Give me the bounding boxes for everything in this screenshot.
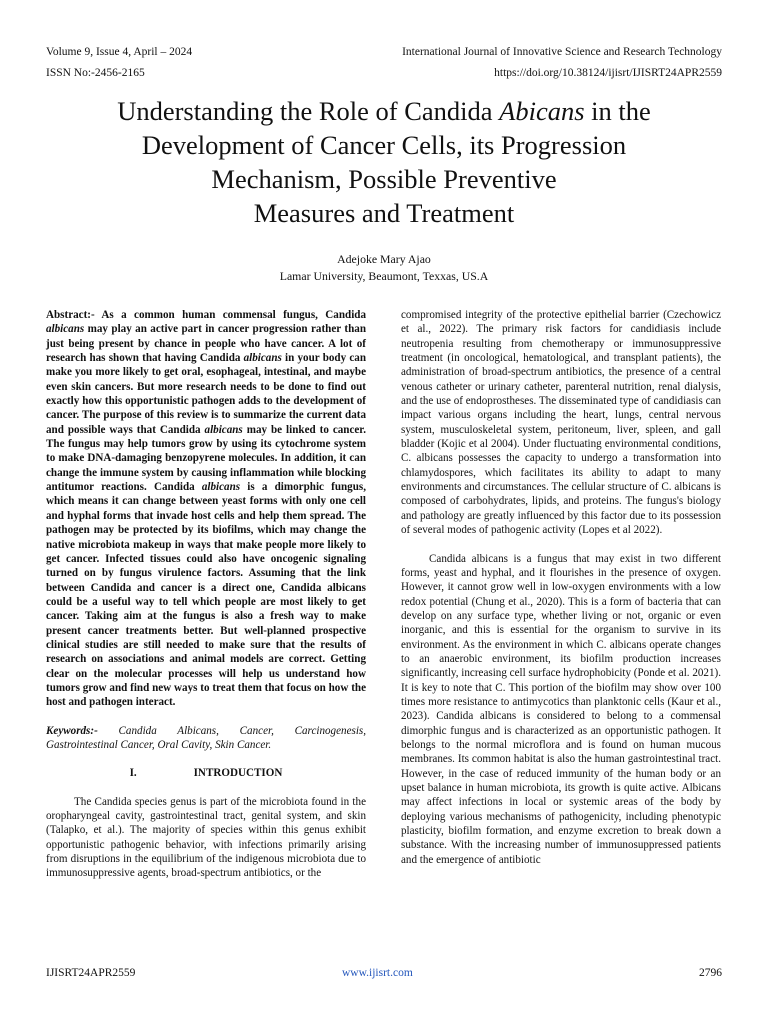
footer-website-link[interactable]: www.ijisrt.com (342, 967, 413, 979)
section-title: INTRODUCTION (193, 767, 283, 780)
title-line-1: Understanding the Role of Candida Abicans in the (117, 96, 651, 126)
author-affiliation: Lamar University, Beaumont, Texxas, US.A (279, 269, 489, 283)
volume-info: Volume 9, Issue 4, April – 2024 (46, 46, 193, 58)
paper-title (40, 94, 728, 230)
page-number: 2796 (699, 967, 722, 979)
abstract: Abstract:- As a common human commensal fungus, Candida albicans may play an active part in cancer progression rather than just being present by chance in people who have cancer. A lot of research has shown that having Candida albicans in your body can make you more likely to get oral, esophageal, intestinal, and maybe even skin cancers. But more research needs to be done to find out exactly how this opportunistic pathogen adds to the development of cancer. The purpose of this review is to summarize the current data and possible ways that Candida albicans may be linked to cancer. The fungus may help tumors grow by using its cytochrome system to make DNA-damaging benzopyrene molecules. In addition, it can change the immune system by causing inflammation while blocking antitumor reactions. Candida albicans is a dimorphic fungus, which means it can change between yeast forms with only one cell and hyphal forms that invade host cells and help them spread. The pathogen may be protected by its biofilms, which may change the native microbiota makeup in ways that make people more likely to get cancer. Infected tissues could also have oncogenic signaling turned on by fungus virulence factors. Assuming that the link between Candida and cancer is a direct one, Candida albicans could be a useful way to tell which people are most likely to get cancer. Taking aim at the fungus is also a fresh way to make present cancer treatments better. But well-planned prospective clinical studies are still needed to make sure that the results of research on associations and animal models are correct. Getting clear on the molecular processes will help us understand how tumors grow and find new ways to treat them that focus on how the host and pathogen interact. (46, 309, 366, 709)
keywords-label: Keywords:- (46, 724, 98, 737)
left-column (46, 308, 366, 881)
author-name: Adejoke Mary Ajao (337, 252, 431, 266)
title-italic-word: Abicans (499, 96, 585, 126)
keywords (46, 724, 366, 753)
title-line-4: Measures and Treatment (253, 198, 515, 228)
journal-name: International Journal of Innovative Science and Research Technology (402, 46, 722, 58)
right-column (401, 308, 721, 867)
keywords-text: Candida Albicans, Cancer, Carcinogenesis, Gastrointestinal Cancer, Oral Cavity, Skin Cancer. (46, 724, 366, 751)
footer-paper-code: IJISRT24APR2559 (46, 967, 136, 979)
body-paragraph-1: compromised integrity of the protective epithelial barrier (Czechowicz et al., 2022). The primary risk factors for candidiasis include neutropenia resulting from chemotherapy or immunosuppressive treatment (in oncological, hematological, and transplant patients), the administration of broad-spectrum antibiotics, the presence of a central venous catheter or urinary catheter, parenteral nutrition, renal dialysis, and the use of endoprostheses. The disseminated type of candidiasis can impact various organs including the heart, lungs, central nervous system, musculoskeletal system, peritoneum, liver, spleen, and gall bladder (Kojic et al 2004). Under fluctuating environmental conditions, C. albicans possesses the capacity to undergo a transformation into chlamydospores, which facilitates its ability to adapt to many environments and circumstances. The cellular structure of C. albicans is composed of carbohydrates, lipids, and proteins. The fungus's biology and pathology are greatly influenced by this factor due to its possession of several modes of pathogenic activity (Lopes et al 2022). (401, 309, 721, 537)
title-line-3: Mechanism, Possible Preventive (211, 164, 557, 194)
title-line-2: Development of Cancer Cells, its Progression (141, 130, 627, 160)
doi-link[interactable]: https://doi.org/10.38124/ijisrt/IJISRT24APR2559 (494, 67, 722, 79)
intro-paragraph: The Candida species genus is part of the microbiota found in the oropharyngeal cavity, gastrointestinal tract, genital system, and skin (Talapko, et al.). The majority of species within this genus exhibit opportunistic pathogenic behavior, with infections primarily arising from disruptions in the equilibrium of the indigenous microbiota due to immunosuppressive agents, broad-spectrum antibiotics, or the (46, 795, 366, 880)
section-number: I. (129, 767, 137, 780)
abstract-label: Abstract:- (46, 309, 95, 321)
issn: ISSN No:-2456-2165 (46, 67, 145, 79)
section-heading (46, 766, 366, 780)
body-paragraph-2: Candida albicans is a fungus that may exist in two different forms, yeast and hyphal, and it flourishes in the presence of oxygen. However, it cannot grow well in low-oxygen environments with a low redox potential (Chung et al., 2020). This is a form of bacteria that can develop on any surface type, whether living or not, organic or even inorganic, and this is essential for the organism to survive in its environment. As the environment in which C. albicans operate changes to an anaerobic environment, its biofilm production increases significantly, increasing cell surface hydrophobicity (Ponde et al. 2021). It is key to note that C. This portion of the biofilm may show over 100 times more resistance to antimycotics than planktonic cells (Kaur et al., 2023). Candida albicans is considered to belong to a commensal dimorphic fungus and is characterized as an opportunistic pathogen. It belongs to the normal microflora and is found on human mucous membranes. Its common habitat is also the human gastrointestinal tract. However, in the case of reduced immunity of the human body or an upset balance in human microbiota, its growth is quite active. Albicans may affect infections in local or systemic areas of the body by deploying various mechanisms of pathogenicity, including phenotypic plasticity, biofilm formation, and enzyme excretion to break down a substance. With the increasing number of immunosuppressed patients and the emergence of antibiotic (401, 552, 721, 866)
